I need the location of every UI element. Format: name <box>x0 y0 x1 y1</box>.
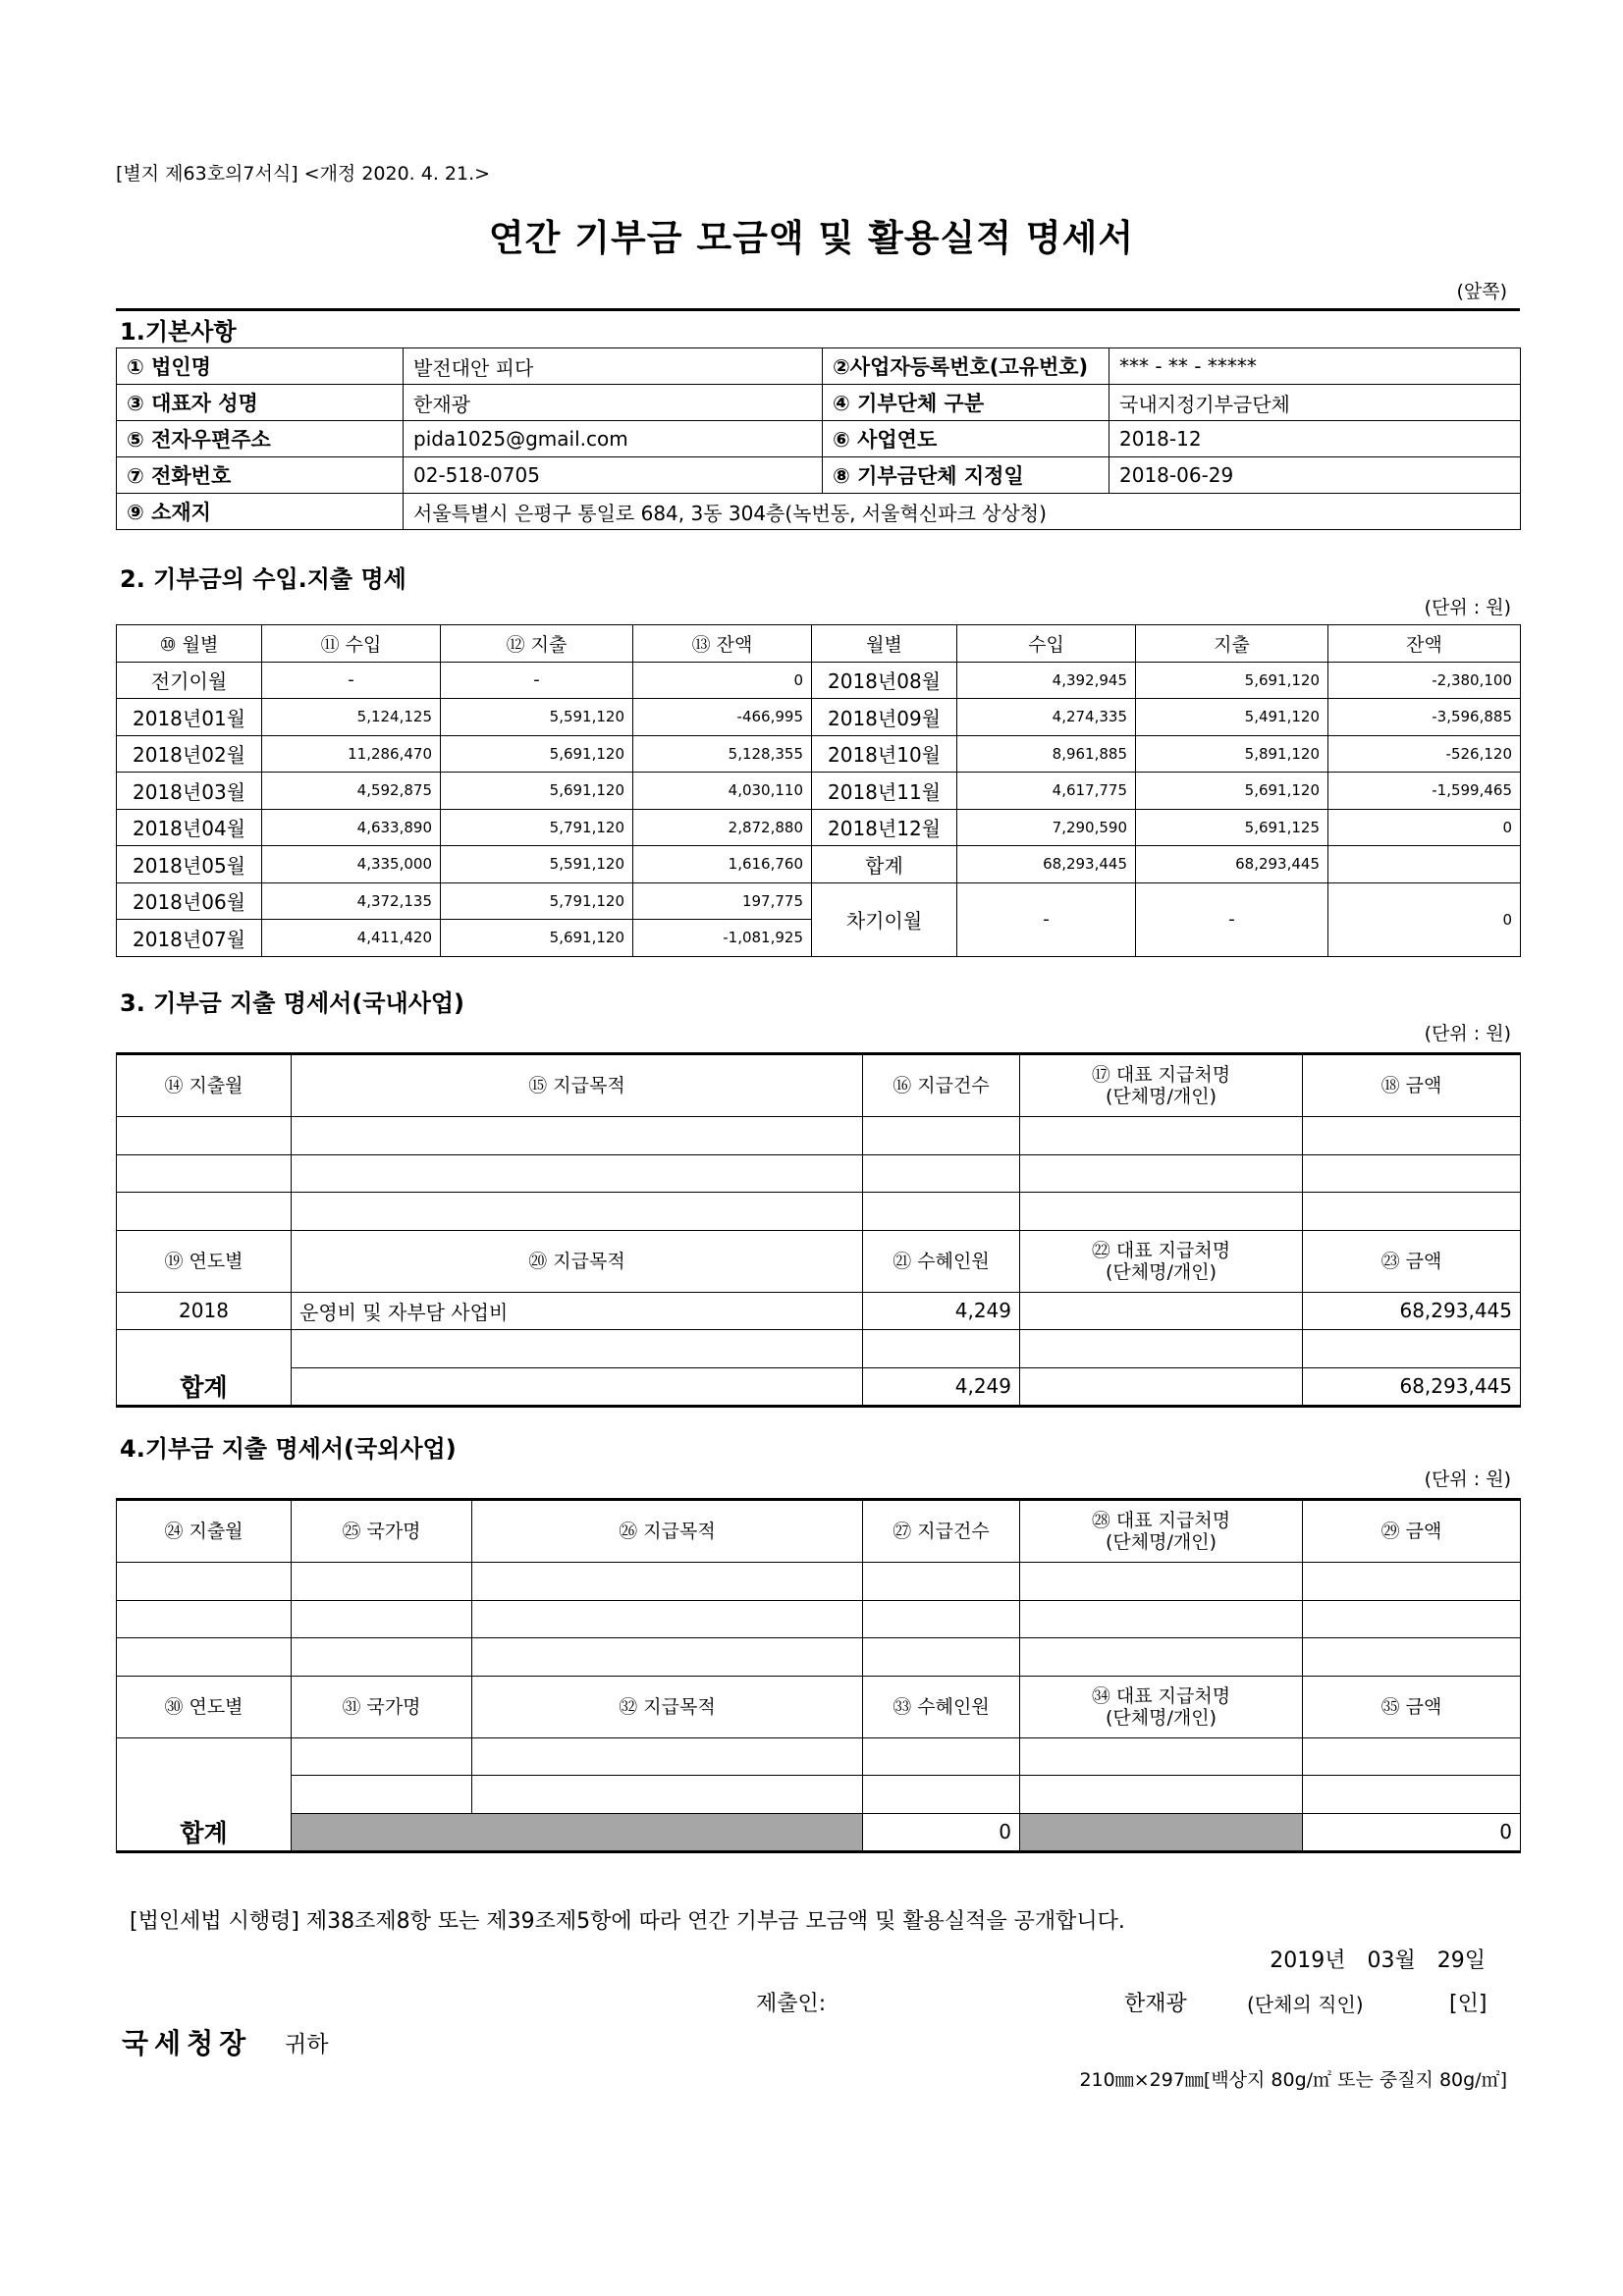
payee-line-1: ㉘ 대표 지급처명 <box>1091 1510 1231 1531</box>
total-count: 0 <box>863 1813 1020 1852</box>
balance-cell: 4,030,110 <box>633 773 812 810</box>
income-cell: 4,617,775 <box>957 773 1136 810</box>
address-value: 서울특별시 은평구 통일로 684, 3동 304층(녹번동, 서울혁신파크 상상청) <box>404 494 1521 530</box>
paper-spec: 210㎜×297㎜[백상지 80g/㎡ 또는 중질지 80g/㎡] <box>1079 2069 1507 2091</box>
biz-reg-label: ②사업자등록번호(고유번호) <box>823 348 1109 385</box>
domestic-header-row-2 <box>117 1230 1521 1292</box>
payee-line-2: (단체명/개인) <box>1106 1706 1217 1729</box>
header-country: ㉕ 국가명 <box>292 1500 472 1563</box>
expense-cell: - <box>441 662 633 699</box>
table-row <box>117 1193 1521 1231</box>
phone-label: ⑦ 전화번호 <box>117 457 404 494</box>
total-expense: 68,293,445 <box>1136 846 1328 883</box>
header-amount: ㉓ 금액 <box>1303 1230 1521 1292</box>
header-amount: ⑱ 금액 <box>1303 1054 1521 1117</box>
submitter-name: 한재광 <box>1124 1992 1187 2016</box>
total-label: 합계 <box>117 1367 292 1407</box>
payee-line-1: ⑰ 대표 지급처명 <box>1091 1064 1231 1086</box>
email-value: pida1025@gmail.com <box>404 421 823 457</box>
amount-cell: 68,293,445 <box>1303 1292 1521 1330</box>
domestic-header-row <box>117 1054 1521 1117</box>
submission-date <box>1248 1944 1486 1974</box>
header-balance-2: 잔액 <box>1328 625 1521 663</box>
month-cell: 2018년09월 <box>812 699 957 736</box>
header-year: ⑲ 연도별 <box>117 1230 292 1292</box>
expense-cell: 5,791,120 <box>441 809 633 846</box>
recipient: 국세청장 <box>122 2027 252 2059</box>
balance-cell: 0 <box>1328 809 1521 846</box>
month-cell: 2018년02월 <box>117 735 262 773</box>
total-purpose <box>292 1367 863 1407</box>
header-expense: ⑫ 지출 <box>441 625 633 663</box>
income-cell: 4,372,135 <box>262 882 441 920</box>
recipient-suffix: 귀하 <box>285 2032 329 2057</box>
balance-cell: -2,380,100 <box>1328 662 1521 699</box>
income-expense-table <box>116 624 1521 957</box>
date-day: 29일 <box>1436 1949 1486 1973</box>
balance-cell: -1,081,925 <box>633 920 812 957</box>
total-balance <box>1328 846 1521 883</box>
expense-cell: 5,491,120 <box>1136 699 1328 736</box>
date-month: 03월 <box>1367 1949 1416 1973</box>
domestic-total-row <box>117 1367 1521 1407</box>
header-expense-month: ㉔ 지출월 <box>117 1500 292 1563</box>
total-amount: 68,293,445 <box>1303 1367 1521 1407</box>
foreign-header-row-2 <box>117 1676 1521 1737</box>
carry-forward-label: 차기이월 <box>812 882 957 956</box>
carry-forward-expense: - <box>1136 882 1328 956</box>
phone-value: 02-518-0705 <box>404 457 823 494</box>
address-label: ⑨ 소재지 <box>117 494 404 530</box>
balance-cell: 197,775 <box>633 882 812 920</box>
basic-info-table <box>116 347 1521 530</box>
header-purpose: ㉖ 지급목적 <box>472 1500 863 1563</box>
year-cell: 2018 <box>117 1292 292 1330</box>
header-purpose: ㉜ 지급목적 <box>472 1676 863 1737</box>
total-label: 합계 <box>812 846 957 883</box>
header-income-2: 수입 <box>957 625 1136 663</box>
income-cell: 4,411,420 <box>262 920 441 957</box>
header-expense-2: 지출 <box>1136 625 1328 663</box>
income-header-row <box>117 625 1521 663</box>
payee-line-1: ㉒ 대표 지급처명 <box>1091 1239 1231 1261</box>
expense-cell: 5,691,125 <box>1136 809 1328 846</box>
balance-cell: 0 <box>633 662 812 699</box>
legal-notice: [법인세법 시행령] 제38조제8항 또는 제39조제5항에 따라 연간 기부금 모금액 및 활용실적을 공개합니다. <box>130 1909 1125 1934</box>
page-side-label: (앞쪽) <box>1456 281 1507 302</box>
expense-cell: 5,591,120 <box>441 699 633 736</box>
header-beneficiaries: ㉑ 수혜인원 <box>863 1230 1020 1292</box>
month-cell: 2018년10월 <box>812 735 957 773</box>
designation-date-label: ⑧ 기부금단체 지정일 <box>823 457 1109 494</box>
org-type-label: ④ 기부단체 구분 <box>823 385 1109 421</box>
basic-row <box>117 385 1521 421</box>
balance-cell: -3,596,885 <box>1328 699 1521 736</box>
table-row <box>117 1737 1521 1776</box>
table-row <box>117 882 1521 920</box>
income-cell: 4,633,890 <box>262 809 441 846</box>
corp-name-label: ① 법인명 <box>117 348 404 385</box>
seal-mark: [인] <box>1449 1992 1488 2016</box>
month-cell: 2018년11월 <box>812 773 957 810</box>
carry-forward-income: - <box>957 882 1136 956</box>
month-cell: 전기이월 <box>117 662 262 699</box>
expense-cell: 5,791,120 <box>441 882 633 920</box>
balance-cell: 5,128,355 <box>633 735 812 773</box>
table-row <box>117 1117 1521 1155</box>
table-row <box>117 1563 1521 1601</box>
month-cell: 2018년12월 <box>812 809 957 846</box>
rep-name-label: ③ 대표자 성명 <box>117 385 404 421</box>
submitter-label: 제출인: <box>756 1992 827 2016</box>
section-title-domestic: 3. 기부금 지출 명세서(국내사업) <box>120 989 465 1017</box>
basic-row <box>117 421 1521 457</box>
header-balance: ⑬ 잔액 <box>633 625 812 663</box>
section-title-foreign: 4.기부금 지출 명세서(국외사업) <box>120 1435 457 1463</box>
month-cell: 2018년08월 <box>812 662 957 699</box>
header-month-2: 월별 <box>812 625 957 663</box>
total-shaded-area <box>292 1813 863 1852</box>
table-row <box>117 1638 1521 1677</box>
payee-line-2: (단체명/개인) <box>1106 1260 1217 1283</box>
expense-cell: 5,691,120 <box>441 773 633 810</box>
submitter-role: (단체의 직인) <box>1247 1993 1364 2016</box>
expense-cell: 5,691,120 <box>1136 773 1328 810</box>
income-cell: 4,392,945 <box>957 662 1136 699</box>
foreign-total-row <box>117 1813 1521 1852</box>
table-row <box>117 699 1521 736</box>
payee-line-2: (단체명/개인) <box>1106 1086 1217 1107</box>
table-row <box>117 1776 1521 1814</box>
foreign-header-row <box>117 1500 1521 1563</box>
expense-cell: 5,691,120 <box>441 735 633 773</box>
purpose-cell: 운영비 및 자부담 사업비 <box>292 1292 863 1330</box>
unit-label: (단위 : 원) <box>1424 597 1511 618</box>
income-cell: 4,335,000 <box>262 846 441 883</box>
unit-label: (단위 : 원) <box>1424 1023 1511 1044</box>
header-income: ⑪ 수입 <box>262 625 441 663</box>
balance-cell: 1,616,760 <box>633 846 812 883</box>
rep-name-value: 한재광 <box>404 385 823 421</box>
header-beneficiaries: ㉝ 수혜인원 <box>863 1676 1020 1737</box>
section-divider <box>116 308 1520 311</box>
expense-cell: 5,891,120 <box>1136 735 1328 773</box>
total-income: 68,293,445 <box>957 846 1136 883</box>
table-row <box>117 1330 1521 1368</box>
income-cell: 4,274,335 <box>957 699 1136 736</box>
unit-label: (단위 : 원) <box>1424 1468 1511 1490</box>
corp-name-value: 발전대안 피다 <box>404 348 823 385</box>
foreign-expense-table <box>116 1498 1521 1853</box>
domestic-expense-table <box>116 1052 1521 1408</box>
month-cell: 2018년07월 <box>117 920 262 957</box>
form-reference: [별지 제63호의7서식] <개정 2020. 4. 21.> <box>116 163 491 185</box>
header-amount: ㉙ 금액 <box>1303 1500 1521 1563</box>
designation-date-value: 2018-06-29 <box>1109 457 1521 494</box>
income-cell: 5,124,125 <box>262 699 441 736</box>
biz-reg-value: *** - ** - ***** <box>1109 348 1521 385</box>
income-cell: - <box>262 662 441 699</box>
balance-cell: -1,599,465 <box>1328 773 1521 810</box>
expense-cell: 5,591,120 <box>441 846 633 883</box>
month-cell: 2018년01월 <box>117 699 262 736</box>
table-row <box>117 809 1521 846</box>
expense-cell: 5,691,120 <box>441 920 633 957</box>
total-amount: 0 <box>1303 1813 1521 1852</box>
fiscal-year-label: ⑥ 사업연도 <box>823 421 1109 457</box>
income-cell: 4,592,875 <box>262 773 441 810</box>
income-cell: 7,290,590 <box>957 809 1136 846</box>
table-row <box>117 1600 1521 1638</box>
table-row <box>117 773 1521 810</box>
balance-cell: 2,872,880 <box>633 809 812 846</box>
carry-forward-balance: 0 <box>1328 882 1521 956</box>
payee-cell <box>1020 1292 1303 1330</box>
total-label: 합계 <box>117 1813 292 1852</box>
table-row <box>117 1292 1521 1330</box>
table-row <box>117 662 1521 699</box>
table-row <box>117 1154 1521 1193</box>
basic-row <box>117 494 1521 530</box>
date-year: 2019년 <box>1270 1949 1346 1973</box>
section-title-income: 2. 기부금의 수입.지출 명세 <box>120 565 406 593</box>
income-cell: 11,286,470 <box>262 735 441 773</box>
header-payee <box>1020 1054 1303 1117</box>
email-label: ⑤ 전자우편주소 <box>117 421 404 457</box>
header-year: ㉚ 연도별 <box>117 1676 292 1737</box>
balance-cell: -466,995 <box>633 699 812 736</box>
table-row <box>117 735 1521 773</box>
header-payee <box>1020 1676 1303 1737</box>
balance-cell: -526,120 <box>1328 735 1521 773</box>
total-payee-shaded <box>1020 1813 1303 1852</box>
header-country: ㉛ 국가명 <box>292 1676 472 1737</box>
fiscal-year-value: 2018-12 <box>1109 421 1521 457</box>
income-cell: 8,961,885 <box>957 735 1136 773</box>
payee-line-1: ㉞ 대표 지급처명 <box>1091 1684 1231 1707</box>
basic-row <box>117 348 1521 385</box>
section-title-basic: 1.기본사항 <box>120 318 237 346</box>
total-payee <box>1020 1367 1303 1407</box>
header-expense-month: ⑭ 지출월 <box>117 1054 292 1117</box>
header-payee <box>1020 1230 1303 1292</box>
header-count: ㉗ 지급건수 <box>863 1500 1020 1563</box>
header-purpose: ⑳ 지급목적 <box>292 1230 863 1292</box>
header-month: ⑩ 월별 <box>117 625 262 663</box>
month-cell: 2018년04월 <box>117 809 262 846</box>
header-amount: ㉟ 금액 <box>1303 1676 1521 1737</box>
month-cell: 2018년06월 <box>117 882 262 920</box>
month-cell: 2018년03월 <box>117 773 262 810</box>
payee-line-2: (단체명/개인) <box>1106 1531 1217 1553</box>
document-title: 연간 기부금 모금액 및 활용실적 명세서 <box>488 217 1135 259</box>
header-purpose: ⑮ 지급목적 <box>292 1054 863 1117</box>
month-cell: 2018년05월 <box>117 846 262 883</box>
table-row <box>117 846 1521 883</box>
header-count: ⑯ 지급건수 <box>863 1054 1020 1117</box>
org-type-value: 국내지정기부금단체 <box>1109 385 1521 421</box>
expense-cell: 5,691,120 <box>1136 662 1328 699</box>
total-count: 4,249 <box>863 1367 1020 1407</box>
header-payee <box>1020 1500 1303 1563</box>
basic-row <box>117 457 1521 494</box>
beneficiaries-cell: 4,249 <box>863 1292 1020 1330</box>
